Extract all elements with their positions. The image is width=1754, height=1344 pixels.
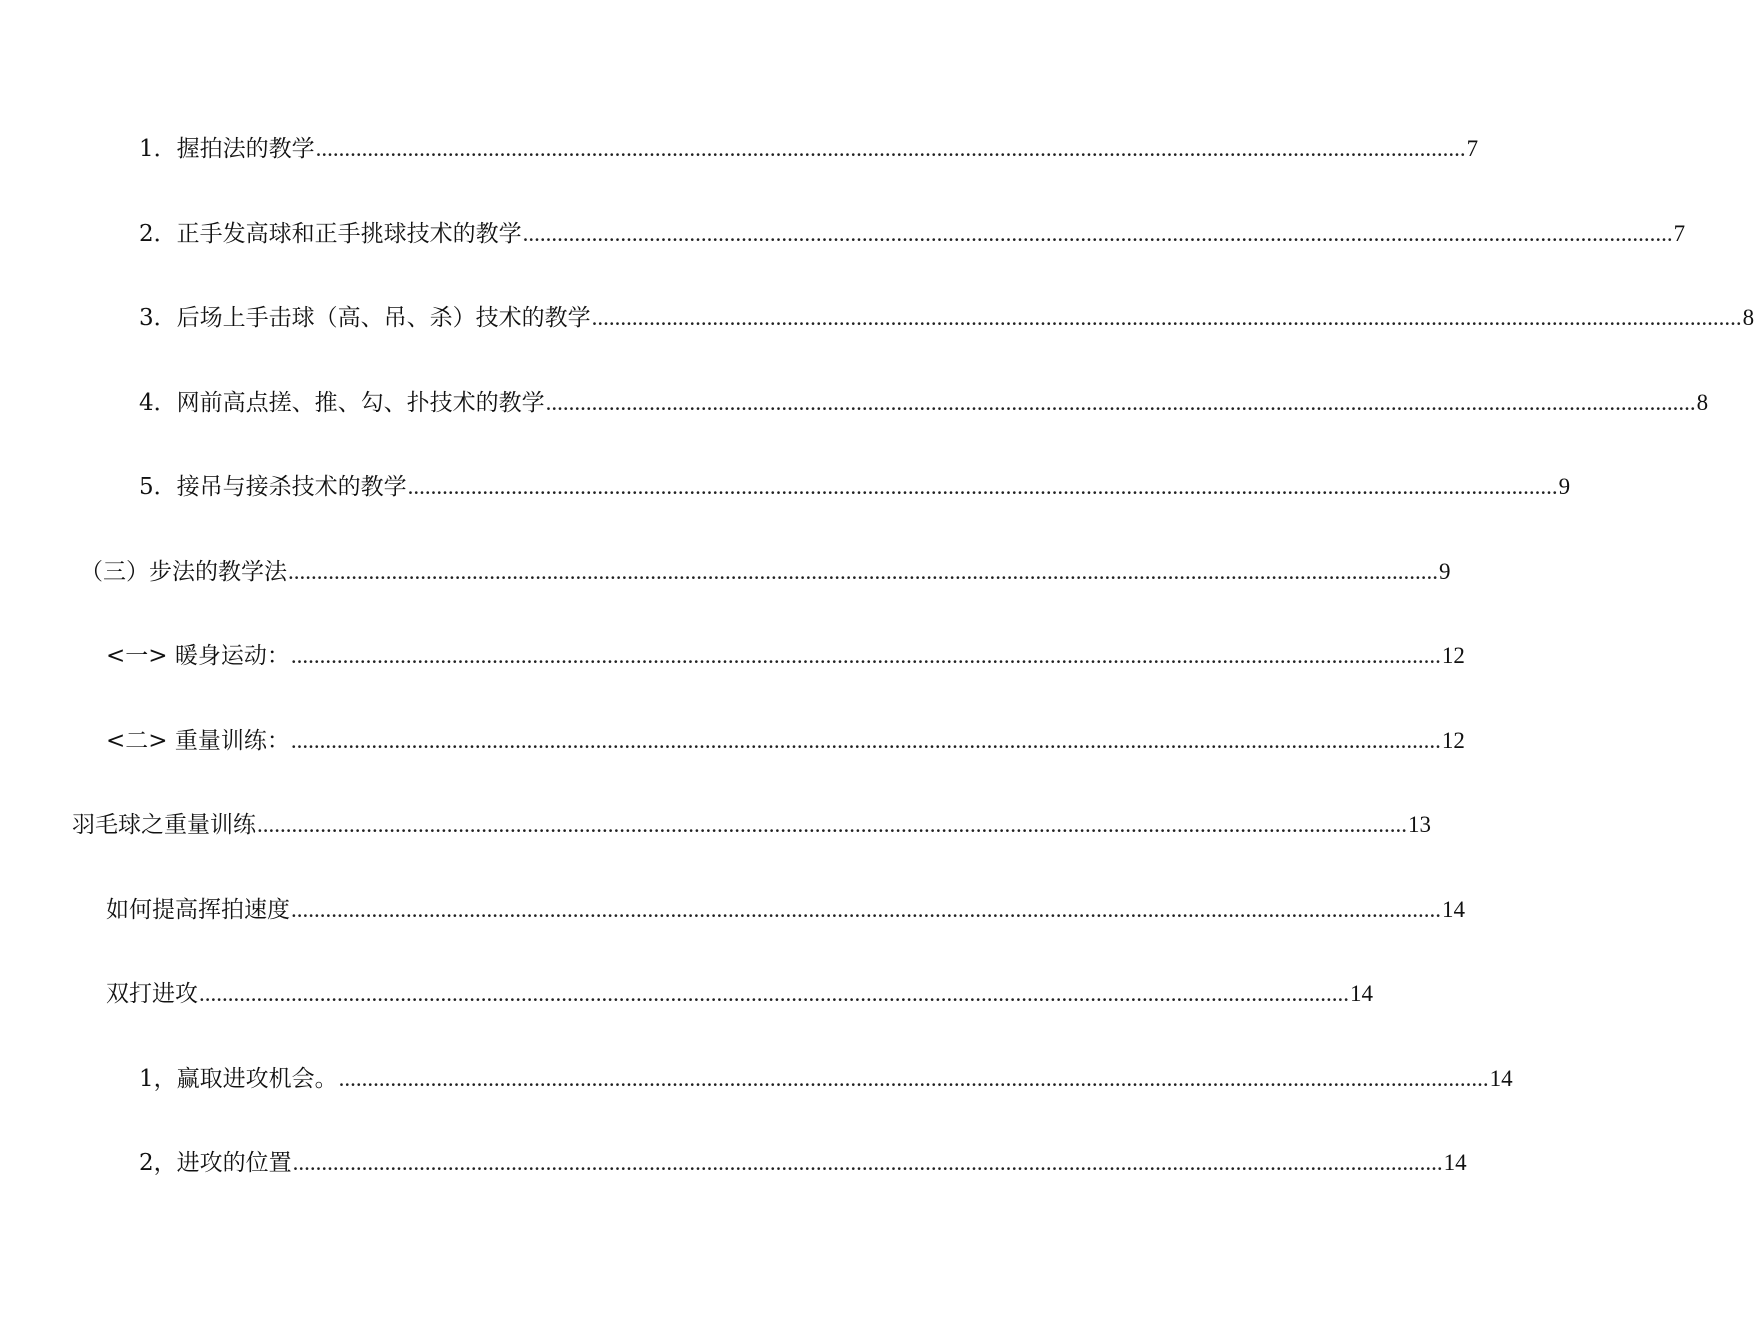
toc-entry-title: 如何提高挥拍速度 xyxy=(106,897,290,923)
toc-entry-page: 9 xyxy=(1439,559,1451,584)
toc-entry-title: 双打进攻 xyxy=(106,981,198,1007)
toc-entry[interactable] xyxy=(139,471,1571,503)
toc-entry-title: 5．接吊与接杀技术的教学 xyxy=(139,474,407,500)
toc-entry-page: 14 xyxy=(1443,1150,1467,1175)
toc-leader-dots: ........................................................................................................................................................................................................ xyxy=(545,390,1696,415)
toc-entry-page: 14 xyxy=(1489,1066,1513,1091)
toc-entry-title: （三）步法的教学法 xyxy=(80,559,287,585)
toc-entry-page: 8 xyxy=(1696,390,1709,415)
toc-leader-dots: ........................................................................................................................................................................................................ xyxy=(290,728,1441,753)
toc-leader-dots: ........................................................................................................................................................................................................ xyxy=(338,1066,1489,1091)
toc-entry[interactable] xyxy=(106,978,1373,1010)
toc-leader-dots: ........................................................................................................................................................................................................ xyxy=(315,136,1466,161)
toc-entry-title: <一> 暖身运动： xyxy=(106,643,290,669)
toc-entry[interactable] xyxy=(106,894,1465,926)
toc-entry[interactable] xyxy=(139,133,1479,165)
toc-entry-page: 12 xyxy=(1441,643,1465,668)
toc-entry-title: 1，赢取进攻机会。 xyxy=(139,1066,338,1092)
toc-entry-title: 4．网前高点搓、推、勾、扑技术的教学 xyxy=(139,390,545,416)
toc-entry-title: 羽毛球之重量训练 xyxy=(72,812,256,838)
toc-entry-page: 7 xyxy=(1673,221,1686,246)
toc-entry[interactable] xyxy=(139,1063,1513,1095)
toc-entry-page: 7 xyxy=(1466,136,1479,161)
toc-entry[interactable] xyxy=(72,809,1431,841)
toc-leader-dots: ........................................................................................................................................................................................................ xyxy=(290,643,1441,668)
toc-entry-page: 14 xyxy=(1350,981,1373,1006)
toc-entry-page: 14 xyxy=(1442,897,1465,922)
toc-entry-title: 2．正手发高球和正手挑球技术的教学 xyxy=(139,221,522,247)
toc-entry-page: 9 xyxy=(1558,474,1571,499)
toc-entry-title: 3．后场上手击球（高、吊、杀）技术的教学 xyxy=(139,305,591,331)
toc-entry[interactable] xyxy=(106,640,1465,672)
toc-entry[interactable] xyxy=(106,725,1465,757)
toc-entry-page: 12 xyxy=(1441,728,1465,753)
toc-leader-dots: ........................................................................................................................................................................................................ xyxy=(591,305,1742,330)
toc-entry[interactable] xyxy=(139,387,1709,419)
toc-leader-dots: ........................................................................................................................................................................................................ xyxy=(522,221,1673,246)
toc-entry[interactable] xyxy=(80,556,1451,588)
toc-entry[interactable] xyxy=(139,1147,1467,1179)
toc-leader-dots: ........................................................................................................................................................................................................ xyxy=(257,812,1407,837)
toc-entry-title: 2，进攻的位置 xyxy=(139,1150,292,1176)
toc-leader-dots: ........................................................................................................................................................................................................ xyxy=(407,474,1558,499)
toc-leader-dots: ........................................................................................................................................................................................................ xyxy=(291,897,1441,922)
toc-leader-dots: ........................................................................................................................................................................................................ xyxy=(199,981,1349,1006)
toc-entry-page: 13 xyxy=(1408,812,1431,837)
toc-entry-page: 8 xyxy=(1742,305,1754,330)
toc-entry-title: <二> 重量训练： xyxy=(106,728,290,754)
toc-entry[interactable] xyxy=(139,302,1754,334)
toc-entry[interactable] xyxy=(139,218,1686,250)
toc-leader-dots: ........................................................................................................................................................................................................ xyxy=(292,1150,1443,1175)
toc-leader-dots: ........................................................................................................................................................................................................ xyxy=(288,559,1438,584)
toc-entry-title: 1．握拍法的教学 xyxy=(139,136,315,162)
